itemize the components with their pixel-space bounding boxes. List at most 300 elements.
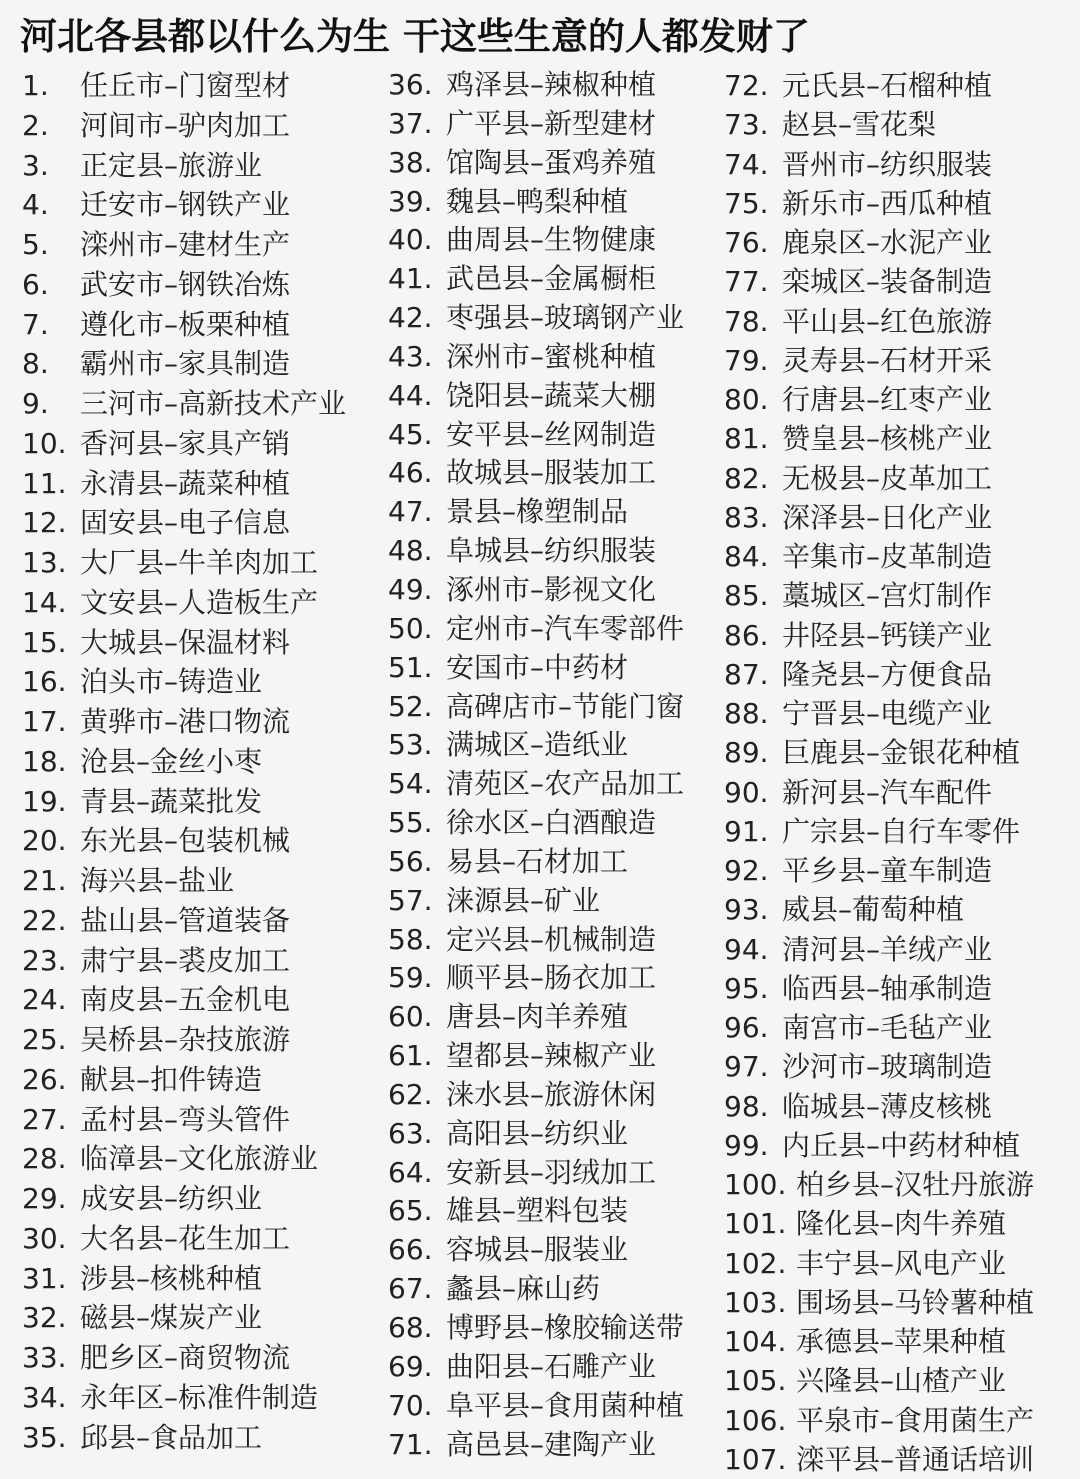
list-item bbox=[22, 1020, 346, 1060]
list-item-number: 72. bbox=[724, 69, 769, 102]
list-item-text: 献县–扣件铸造 bbox=[80, 1062, 263, 1096]
list-item bbox=[22, 1338, 346, 1378]
list-item-number: 53. bbox=[388, 728, 433, 762]
list-item bbox=[388, 66, 684, 105]
list-item bbox=[724, 1165, 1034, 1204]
list-item-text: 阜平县–食用菌种植 bbox=[446, 1388, 685, 1422]
list-item-text: 赵县–雪花梨 bbox=[782, 108, 937, 142]
list-item bbox=[388, 377, 684, 416]
list-item bbox=[724, 655, 1034, 694]
list-item-text: 安新县–羽绒加工 bbox=[446, 1155, 657, 1189]
list-item-text: 望都县–辣椒产业 bbox=[446, 1039, 657, 1073]
list-item-text: 新乐市–西瓜种植 bbox=[782, 186, 993, 220]
list-item bbox=[388, 221, 684, 260]
list-item-number: 70. bbox=[388, 1388, 433, 1422]
list-item-text: 广平县–新型建材 bbox=[446, 106, 657, 140]
list-item bbox=[22, 384, 346, 424]
list-item-text: 磁县–煤炭产业 bbox=[80, 1301, 263, 1335]
list-item-text: 滦平县–普通话培训 bbox=[796, 1442, 1035, 1476]
list-item-number: 80. bbox=[724, 383, 769, 416]
list-item-text: 南宫市–毛毡产业 bbox=[782, 1011, 993, 1044]
list-item-number: 39. bbox=[388, 184, 433, 218]
list-item bbox=[388, 882, 684, 921]
list-item-text: 围场县–马铃薯种植 bbox=[796, 1285, 1035, 1319]
list-item bbox=[22, 662, 346, 702]
list-item-number: 2. bbox=[22, 108, 49, 142]
list-item bbox=[724, 1087, 1034, 1126]
list-item-text: 灵寿县–石材开采 bbox=[782, 343, 993, 377]
list-item-text: 三河市–高新技术产业 bbox=[80, 387, 347, 420]
list-item-number: 101. bbox=[724, 1207, 787, 1241]
list-item-text: 黄骅市–港口物流 bbox=[80, 705, 291, 738]
list-column-2 bbox=[388, 66, 684, 1464]
list-item-number: 8. bbox=[22, 347, 49, 381]
list-item-number: 81. bbox=[724, 422, 769, 456]
list-item bbox=[22, 146, 346, 186]
list-item-text: 曲阳县–石雕产业 bbox=[446, 1349, 657, 1383]
list-item-number: 40. bbox=[388, 223, 433, 257]
list-item bbox=[22, 1179, 346, 1219]
list-item-number: 89. bbox=[724, 736, 769, 770]
list-item-number: 69. bbox=[388, 1349, 433, 1383]
list-item-number: 76. bbox=[724, 226, 769, 259]
list-item-number: 98. bbox=[724, 1089, 769, 1123]
list-item-text: 成安县–纺织业 bbox=[80, 1182, 263, 1215]
list-item bbox=[724, 145, 1034, 184]
list-item-text: 沙河市–玻璃制造 bbox=[782, 1050, 993, 1084]
list-item-number: 38. bbox=[388, 145, 433, 179]
list-item bbox=[724, 419, 1034, 458]
list-item-text: 元氏县–石榴种植 bbox=[782, 69, 993, 102]
list-item-text: 大名县–花生加工 bbox=[80, 1221, 291, 1255]
list-item-text: 深泽县–日化产业 bbox=[782, 500, 993, 534]
list-item bbox=[724, 105, 1034, 144]
list-item-number: 43. bbox=[388, 339, 433, 373]
list-item bbox=[388, 610, 684, 649]
list-item bbox=[22, 821, 346, 861]
list-item-text: 广宗县–自行车零件 bbox=[782, 814, 1021, 848]
list-item-number: 22. bbox=[22, 903, 67, 937]
list-item-text: 定州市–汽车零部件 bbox=[446, 611, 685, 645]
list-item-number: 33. bbox=[22, 1341, 67, 1374]
list-item bbox=[388, 1426, 684, 1465]
list-item-text: 故城县–服装加工 bbox=[446, 456, 657, 490]
list-item-number: 14. bbox=[22, 585, 67, 619]
list-item bbox=[724, 223, 1034, 262]
list-item bbox=[22, 1259, 346, 1299]
list-item-number: 83. bbox=[724, 500, 769, 534]
list-item-number: 73. bbox=[724, 108, 769, 142]
list-item bbox=[724, 302, 1034, 341]
list-item-number: 19. bbox=[22, 784, 67, 818]
list-item-text: 沧县–金丝小枣 bbox=[80, 744, 263, 778]
list-item bbox=[724, 1047, 1034, 1086]
list-item-text: 新河县–汽车配件 bbox=[782, 775, 993, 809]
list-item-text: 南皮县–五金机电 bbox=[80, 983, 291, 1017]
list-item-number: 86. bbox=[724, 618, 769, 652]
list-item-number: 54. bbox=[388, 767, 433, 801]
list-item-number: 30. bbox=[22, 1221, 67, 1255]
list-item bbox=[388, 571, 684, 610]
list-item-text: 深州市–蜜桃种植 bbox=[446, 339, 657, 373]
list-item bbox=[724, 1401, 1034, 1440]
list-item-number: 35. bbox=[22, 1420, 67, 1454]
list-item bbox=[724, 812, 1034, 851]
list-item-text: 景县–橡塑制品 bbox=[446, 495, 629, 529]
list-item-number: 92. bbox=[724, 854, 769, 887]
list-item-text: 容城县–服装业 bbox=[446, 1233, 629, 1267]
list-item-number: 66. bbox=[388, 1233, 433, 1267]
list-item-text: 青县–蔬菜批发 bbox=[80, 784, 263, 818]
list-item bbox=[724, 1322, 1034, 1361]
list-item-number: 71. bbox=[388, 1427, 433, 1461]
list-item-text: 滦州市–建材生产 bbox=[80, 228, 291, 261]
list-item-text: 肃宁县–裘皮加工 bbox=[80, 943, 291, 977]
list-item bbox=[388, 765, 684, 804]
list-item bbox=[22, 1139, 346, 1179]
list-item-number: 85. bbox=[724, 579, 769, 613]
list-item-number: 67. bbox=[388, 1272, 433, 1306]
list-item-text: 满城区–造纸业 bbox=[446, 728, 629, 762]
list-item-text: 清苑区–农产品加工 bbox=[446, 767, 685, 801]
list-item-text: 吴桥县–杂技旅游 bbox=[80, 1023, 291, 1056]
list-item bbox=[22, 742, 346, 782]
list-item bbox=[388, 1037, 684, 1076]
list-item-number: 106. bbox=[724, 1403, 787, 1437]
list-item-text: 永清县–蔬菜种植 bbox=[80, 466, 291, 500]
list-item-text: 大城县–保温材料 bbox=[80, 625, 291, 659]
list-item bbox=[388, 1309, 684, 1348]
list-item bbox=[388, 804, 684, 843]
list-item-text: 平泉市–食用菌生产 bbox=[796, 1403, 1035, 1437]
list-item-text: 高阳县–纺织业 bbox=[446, 1116, 629, 1150]
list-item-number: 16. bbox=[22, 665, 67, 699]
list-item bbox=[22, 265, 346, 305]
list-item-number: 34. bbox=[22, 1380, 67, 1414]
list-item bbox=[388, 183, 684, 222]
list-item bbox=[724, 733, 1034, 772]
list-item-text: 顺平县–肠衣加工 bbox=[446, 961, 657, 995]
list-item-text: 易县–石材加工 bbox=[446, 844, 629, 878]
list-item-number: 50. bbox=[388, 611, 433, 645]
list-item-text: 枣强县–玻璃钢产业 bbox=[446, 301, 685, 335]
list-item-number: 25. bbox=[22, 1023, 67, 1056]
list-item bbox=[724, 537, 1034, 576]
list-item-text: 盐山县–管道装备 bbox=[80, 903, 291, 937]
list-item-text: 武邑县–金属橱柜 bbox=[446, 262, 657, 296]
list-item-number: 21. bbox=[22, 864, 67, 897]
list-item-number: 61. bbox=[388, 1039, 433, 1073]
list-item-number: 46. bbox=[388, 456, 433, 490]
list-item-text: 栾城区–装备制造 bbox=[782, 265, 993, 299]
list-item-number: 107. bbox=[724, 1442, 787, 1476]
list-item-number: 77. bbox=[724, 265, 769, 299]
list-item bbox=[724, 498, 1034, 537]
list-item-number: 9. bbox=[22, 387, 49, 420]
list-item-number: 97. bbox=[724, 1050, 769, 1084]
list-item-number: 57. bbox=[388, 883, 433, 917]
list-item-text: 井陉县–钙镁产业 bbox=[782, 618, 993, 652]
list-item bbox=[724, 773, 1034, 812]
list-item-text: 临西县–轴承制造 bbox=[782, 971, 993, 1005]
list-item-number: 64. bbox=[388, 1155, 433, 1189]
list-item bbox=[22, 106, 346, 146]
list-item-number: 41. bbox=[388, 262, 433, 296]
list-item bbox=[22, 464, 346, 504]
list-item bbox=[724, 851, 1034, 890]
list-item-text: 临城县–薄皮核桃 bbox=[782, 1089, 993, 1123]
list-item bbox=[22, 901, 346, 941]
list-item-text: 永年区–标准件制造 bbox=[80, 1380, 319, 1414]
list-item bbox=[22, 1060, 346, 1100]
list-item bbox=[22, 583, 346, 623]
list-item-number: 60. bbox=[388, 1000, 433, 1034]
list-item bbox=[388, 1270, 684, 1309]
list-item-number: 42. bbox=[388, 301, 433, 335]
list-item-number: 74. bbox=[724, 147, 769, 181]
list-item-text: 邱县–食品加工 bbox=[80, 1420, 263, 1454]
list-item-number: 99. bbox=[724, 1128, 769, 1162]
list-item bbox=[724, 969, 1034, 1008]
list-item-text: 清河县–羊绒产业 bbox=[782, 932, 993, 966]
list-item-number: 75. bbox=[724, 186, 769, 220]
list-item-text: 阜城县–纺织服装 bbox=[446, 534, 657, 568]
list-item bbox=[22, 1100, 346, 1140]
list-item-number: 45. bbox=[388, 417, 433, 451]
list-item-number: 32. bbox=[22, 1301, 67, 1335]
list-item bbox=[22, 702, 346, 742]
list-item bbox=[724, 184, 1034, 223]
list-item bbox=[724, 1361, 1034, 1400]
list-item-text: 遵化市–板栗种植 bbox=[80, 307, 291, 341]
list-item-number: 62. bbox=[388, 1077, 433, 1111]
list-item-text: 博野县–橡胶输送带 bbox=[446, 1311, 685, 1344]
list-item-number: 27. bbox=[22, 1102, 67, 1136]
list-item-text: 赞皇县–核桃产业 bbox=[782, 422, 993, 456]
list-item-text: 泊头市–铸造业 bbox=[80, 665, 263, 699]
list-item-text: 平山县–红色旅游 bbox=[782, 304, 993, 338]
list-item-number: 84. bbox=[724, 540, 769, 573]
list-item bbox=[724, 930, 1034, 969]
list-item bbox=[388, 1076, 684, 1115]
list-item-number: 93. bbox=[724, 893, 769, 927]
list-item-text: 涞源县–矿业 bbox=[446, 883, 601, 917]
list-item bbox=[724, 1008, 1034, 1047]
list-item bbox=[724, 1244, 1034, 1283]
list-item-number: 37. bbox=[388, 106, 433, 140]
list-item-text: 平乡县–童车制造 bbox=[782, 854, 993, 887]
list-item-text: 文安县–人造板生产 bbox=[80, 585, 319, 619]
list-item-text: 威县–葡萄种植 bbox=[782, 893, 965, 927]
list-item-text: 海兴县–盐业 bbox=[80, 864, 235, 897]
list-item-text: 香河县–家具产销 bbox=[80, 426, 291, 460]
list-item bbox=[388, 260, 684, 299]
list-item-number: 29. bbox=[22, 1182, 67, 1215]
list-item-text: 安平县–丝网制造 bbox=[446, 417, 657, 451]
list-item-text: 涞水县–旅游休闲 bbox=[446, 1077, 657, 1111]
list-item-text: 馆陶县–蛋鸡养殖 bbox=[446, 145, 657, 179]
list-item bbox=[22, 503, 346, 543]
list-item-number: 15. bbox=[22, 625, 67, 659]
list-item bbox=[22, 305, 346, 345]
list-item-number: 100. bbox=[724, 1168, 787, 1201]
list-item bbox=[724, 341, 1034, 380]
list-item bbox=[388, 144, 684, 183]
list-item-number: 7. bbox=[22, 307, 49, 341]
list-item bbox=[22, 782, 346, 822]
list-item-number: 13. bbox=[22, 546, 67, 579]
list-item-number: 49. bbox=[388, 572, 433, 606]
list-item-text: 孟村县–弯头管件 bbox=[80, 1102, 291, 1136]
list-item-text: 柏乡县–汉牡丹旅游 bbox=[796, 1168, 1035, 1201]
list-item-text: 雄县–塑料包装 bbox=[446, 1194, 629, 1228]
list-item-text: 无极县–皮革加工 bbox=[782, 461, 993, 495]
list-item bbox=[724, 890, 1034, 929]
list-item-text: 宁晋县–电缆产业 bbox=[782, 697, 993, 730]
list-item-number: 88. bbox=[724, 697, 769, 730]
list-item-number: 90. bbox=[724, 775, 769, 809]
list-item-text: 任丘市–门窗型材 bbox=[80, 69, 291, 102]
list-item-text: 霸州市–家具制造 bbox=[80, 347, 291, 381]
list-item bbox=[388, 299, 684, 338]
list-item bbox=[724, 616, 1034, 655]
list-item-number: 56. bbox=[388, 844, 433, 878]
list-item-text: 饶阳县–蔬菜大棚 bbox=[446, 378, 657, 412]
list-item bbox=[724, 1440, 1034, 1479]
list-item-number: 55. bbox=[388, 806, 433, 840]
list-item-text: 安国市–中药材 bbox=[446, 650, 629, 684]
list-item-number: 12. bbox=[22, 506, 67, 540]
list-item bbox=[22, 424, 346, 464]
list-item bbox=[388, 921, 684, 960]
list-item bbox=[22, 344, 346, 384]
list-item bbox=[724, 1283, 1034, 1322]
list-item bbox=[724, 262, 1034, 301]
list-item-text: 魏县–鸭梨种植 bbox=[446, 184, 629, 218]
list-item bbox=[388, 1348, 684, 1387]
list-item bbox=[724, 1126, 1034, 1165]
list-item-number: 24. bbox=[22, 983, 67, 1017]
list-item bbox=[388, 959, 684, 998]
list-item-number: 28. bbox=[22, 1142, 67, 1176]
list-item bbox=[388, 1115, 684, 1154]
list-item bbox=[724, 459, 1034, 498]
list-item-number: 20. bbox=[22, 824, 67, 858]
list-item-number: 94. bbox=[724, 932, 769, 966]
list-item-number: 31. bbox=[22, 1261, 67, 1295]
list-item-number: 26. bbox=[22, 1062, 67, 1096]
list-item-number: 105. bbox=[724, 1364, 787, 1398]
list-item bbox=[388, 649, 684, 688]
list-item-number: 52. bbox=[388, 689, 433, 723]
list-item-number: 95. bbox=[724, 971, 769, 1005]
list-item bbox=[22, 543, 346, 583]
list-item-number: 44. bbox=[388, 378, 433, 412]
list-item-text: 藁城区–宫灯制作 bbox=[782, 579, 993, 613]
list-item-number: 6. bbox=[22, 267, 49, 301]
list-item-number: 17. bbox=[22, 705, 67, 738]
list-item-number: 10. bbox=[22, 426, 67, 460]
list-item bbox=[22, 623, 346, 663]
list-item-number: 65. bbox=[388, 1194, 433, 1228]
list-item-text: 徐水区–白酒酿造 bbox=[446, 806, 657, 840]
list-item bbox=[22, 861, 346, 901]
list-item bbox=[724, 66, 1034, 105]
list-item bbox=[724, 1204, 1034, 1243]
list-item-text: 大厂县–牛羊肉加工 bbox=[80, 546, 319, 579]
list-item bbox=[388, 726, 684, 765]
list-item-text: 晋州市–纺织服装 bbox=[782, 147, 993, 181]
list-item-number: 36. bbox=[388, 68, 433, 101]
list-item-text: 唐县–肉羊养殖 bbox=[446, 1000, 629, 1034]
list-item-text: 临漳县–文化旅游业 bbox=[80, 1142, 319, 1176]
list-item-text: 定兴县–机械制造 bbox=[446, 922, 657, 956]
list-item bbox=[388, 1387, 684, 1426]
list-item-number: 79. bbox=[724, 343, 769, 377]
list-item-number: 47. bbox=[388, 495, 433, 529]
list-item-text: 河间市–驴肉加工 bbox=[80, 108, 291, 142]
list-item bbox=[388, 1192, 684, 1231]
list-item-text: 正定县–旅游业 bbox=[80, 148, 263, 182]
list-item-number: 87. bbox=[724, 657, 769, 691]
list-item bbox=[388, 1154, 684, 1193]
list-item bbox=[388, 688, 684, 727]
list-item-number: 91. bbox=[724, 814, 769, 848]
list-item bbox=[388, 493, 684, 532]
list-item-number: 18. bbox=[22, 744, 67, 778]
list-item-text: 巨鹿县–金银花种植 bbox=[782, 736, 1021, 770]
list-item-text: 丰宁县–风电产业 bbox=[796, 1246, 1007, 1280]
list-item-number: 102. bbox=[724, 1246, 787, 1280]
list-item bbox=[388, 998, 684, 1037]
list-item bbox=[388, 1231, 684, 1270]
list-item bbox=[22, 1298, 346, 1338]
list-item bbox=[22, 66, 346, 106]
list-item-text: 涿州市–影视文化 bbox=[446, 572, 657, 606]
list-item-number: 3. bbox=[22, 148, 49, 182]
list-item-number: 104. bbox=[724, 1325, 787, 1358]
list-item-text: 鸡泽县–辣椒种植 bbox=[446, 68, 657, 101]
list-item-number: 23. bbox=[22, 943, 67, 977]
list-column-1 bbox=[22, 66, 346, 1457]
list-item bbox=[22, 225, 346, 265]
list-item-text: 蠡县–麻山药 bbox=[446, 1272, 601, 1306]
list-item-number: 59. bbox=[388, 961, 433, 995]
list-item-text: 行唐县–红枣产业 bbox=[782, 383, 993, 416]
list-item-number: 82. bbox=[724, 461, 769, 495]
list-column-3 bbox=[724, 66, 1034, 1479]
list-item bbox=[22, 1219, 346, 1259]
list-item-number: 11. bbox=[22, 466, 67, 500]
list-item-number: 5. bbox=[22, 228, 49, 261]
list-item bbox=[388, 338, 684, 377]
page-title: 河北各县都以什么为生 干这些生意的人都发财了 bbox=[20, 15, 810, 58]
list-item bbox=[388, 416, 684, 455]
list-item-number: 1. bbox=[22, 69, 49, 102]
list-item bbox=[388, 454, 684, 493]
list-item-number: 103. bbox=[724, 1285, 787, 1319]
list-item-text: 辛集市–皮革制造 bbox=[782, 540, 993, 573]
list-item-number: 96. bbox=[724, 1011, 769, 1044]
list-item-text: 曲周县–生物健康 bbox=[446, 223, 657, 257]
list-item-text: 隆尧县–方便食品 bbox=[782, 657, 993, 691]
list-item-number: 63. bbox=[388, 1116, 433, 1150]
list-item bbox=[22, 185, 346, 225]
list-item-number: 4. bbox=[22, 188, 49, 222]
list-item-number: 68. bbox=[388, 1311, 433, 1344]
list-item-number: 58. bbox=[388, 922, 433, 956]
list-item-number: 78. bbox=[724, 304, 769, 338]
